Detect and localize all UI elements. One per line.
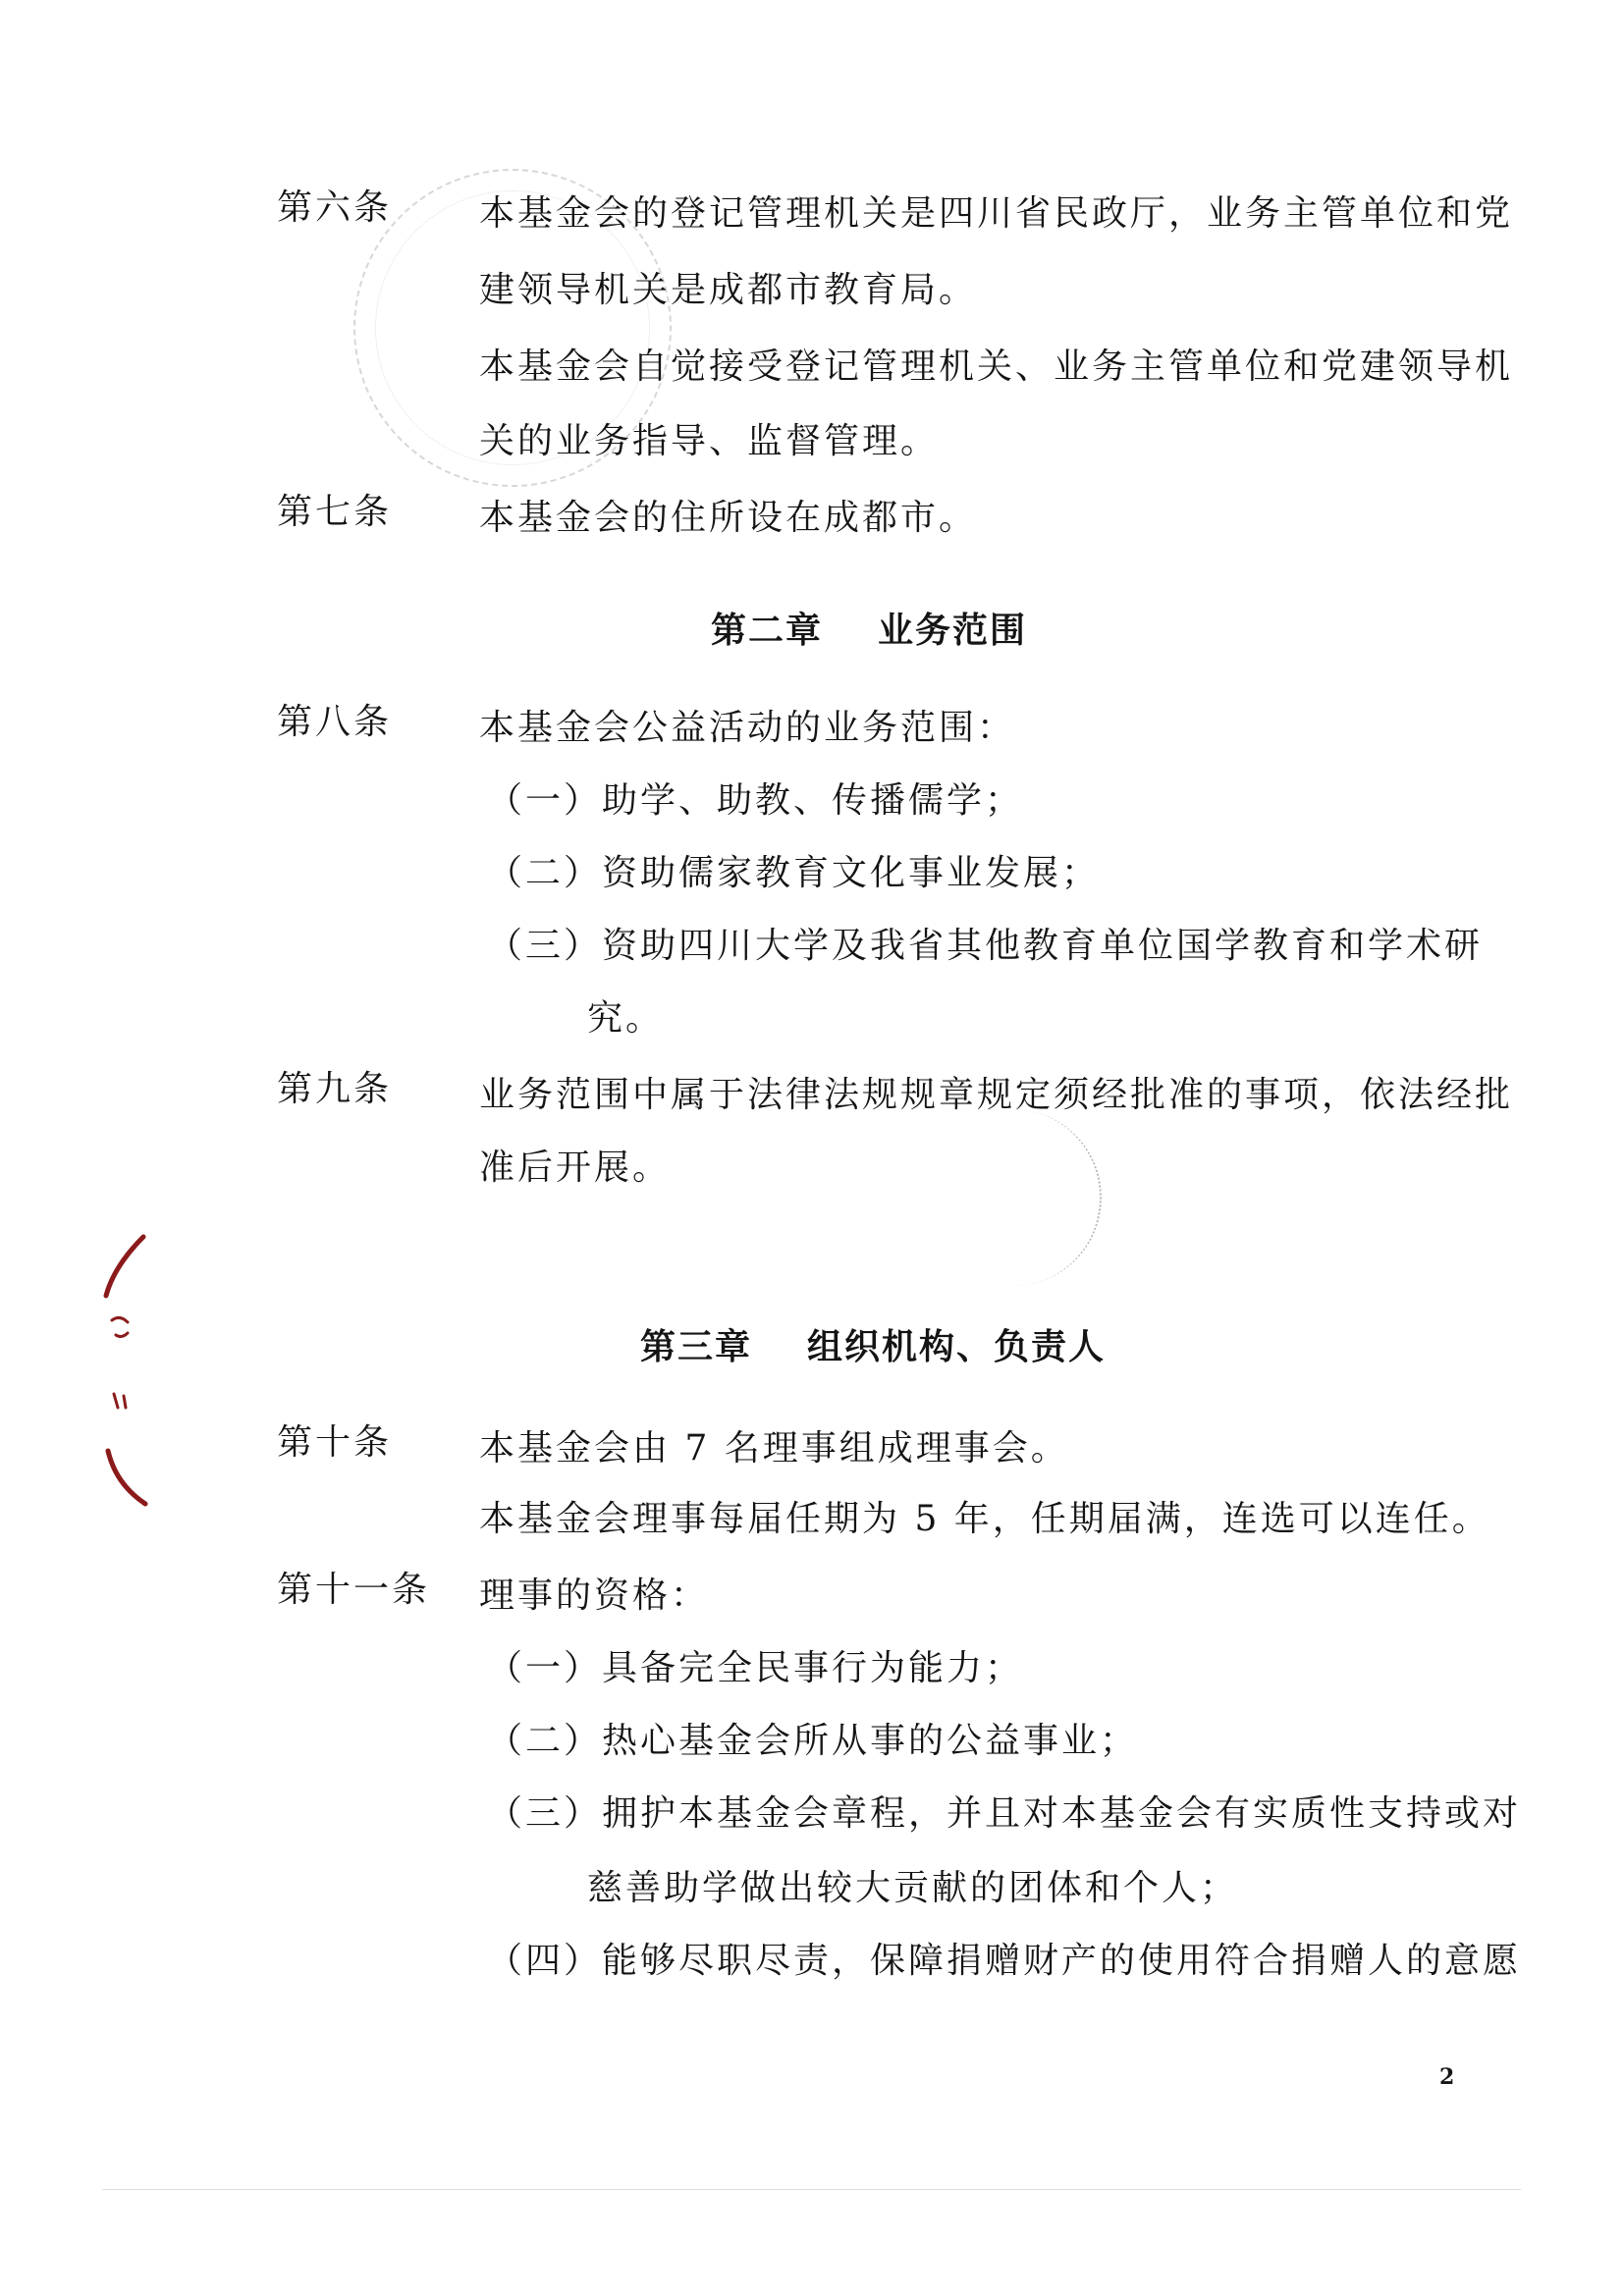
article-11-item-3: （三）拥护本基金会章程，并且对本基金会有实质性支持或对 xyxy=(487,1793,1522,1834)
article-11-item-3-cont: 慈善助学做出较大贡献的团体和个人； xyxy=(587,1868,1239,1908)
bottom-scan-edge xyxy=(102,2189,1521,2190)
article-7-line-1: 本基金会的住所设在成都市。 xyxy=(479,498,978,538)
article-10-line-1: 本基金会由 7 名理事组成理事会。 xyxy=(479,1428,1069,1468)
faint-arc-mark xyxy=(982,1109,1102,1286)
article-11-line-1: 理事的资格： xyxy=(479,1575,710,1616)
article-6-line-3: 本基金会自觉接受登记管理机关、业务主管单位和党建领导机 xyxy=(479,347,1514,387)
article-11-item-2: （二）热心基金会所从事的公益事业； xyxy=(487,1721,1139,1761)
article-7-label: 第七条 xyxy=(277,492,393,532)
article-8-item-3-cont: 究。 xyxy=(587,998,665,1039)
chapter-2-number: 第二章 xyxy=(711,610,824,651)
article-6-label: 第六条 xyxy=(277,187,393,228)
article-9-line-2: 准后开展。 xyxy=(479,1148,672,1188)
article-6-line-1: 本基金会的登记管理机关是四川省民政厅，业务主管单位和党 xyxy=(479,193,1514,234)
chapter-3-heading xyxy=(640,1325,1106,1368)
article-11-label: 第十一条 xyxy=(277,1570,431,1610)
page-number: 2 xyxy=(1439,2064,1455,2090)
article-9-line-1: 业务范围中属于法律法规规章规定须经批准的事项，依法经批 xyxy=(479,1075,1514,1115)
article-8-label: 第八条 xyxy=(277,702,393,742)
article-8-item-1: （一）助学、助教、传播儒学； xyxy=(487,780,1024,821)
seal-edge-mark-1 xyxy=(112,1317,128,1336)
article-8-line-1: 本基金会公益活动的业务范围： xyxy=(479,708,1016,748)
article-8-item-2: （二）资助儒家教育文化事业发展； xyxy=(487,853,1101,893)
chapter-3-number: 第三章 xyxy=(640,1326,753,1367)
article-9-label: 第九条 xyxy=(277,1069,393,1109)
chapter-2-heading xyxy=(711,609,1027,652)
article-10-line-2: 本基金会理事每届任期为 5 年，任期届满，连选可以连任。 xyxy=(479,1499,1490,1539)
seal-edge-arc-top xyxy=(106,1237,143,1296)
chapter-3-title: 组织机构、负责人 xyxy=(807,1326,1107,1367)
seal-edge-arc-bottom xyxy=(108,1451,145,1504)
partial-seal-edge xyxy=(94,1227,163,1512)
seal-edge-mark-2 xyxy=(114,1394,126,1408)
article-11-item-4: （四）能够尽职尽责，保障捐赠财产的使用符合捐赠人的意愿 xyxy=(487,1941,1522,1981)
chapter-2-title: 业务范围 xyxy=(878,610,1028,651)
article-10-label: 第十条 xyxy=(277,1422,393,1463)
article-6-line-4: 关的业务指导、监督管理。 xyxy=(479,421,940,461)
article-6-line-2: 建领导机关是成都市教育局。 xyxy=(479,270,978,310)
article-8-item-3: （三）资助四川大学及我省其他教育单位国学教育和学术研 xyxy=(487,926,1484,966)
article-11-item-1: （一）具备完全民事行为能力； xyxy=(487,1648,1024,1688)
